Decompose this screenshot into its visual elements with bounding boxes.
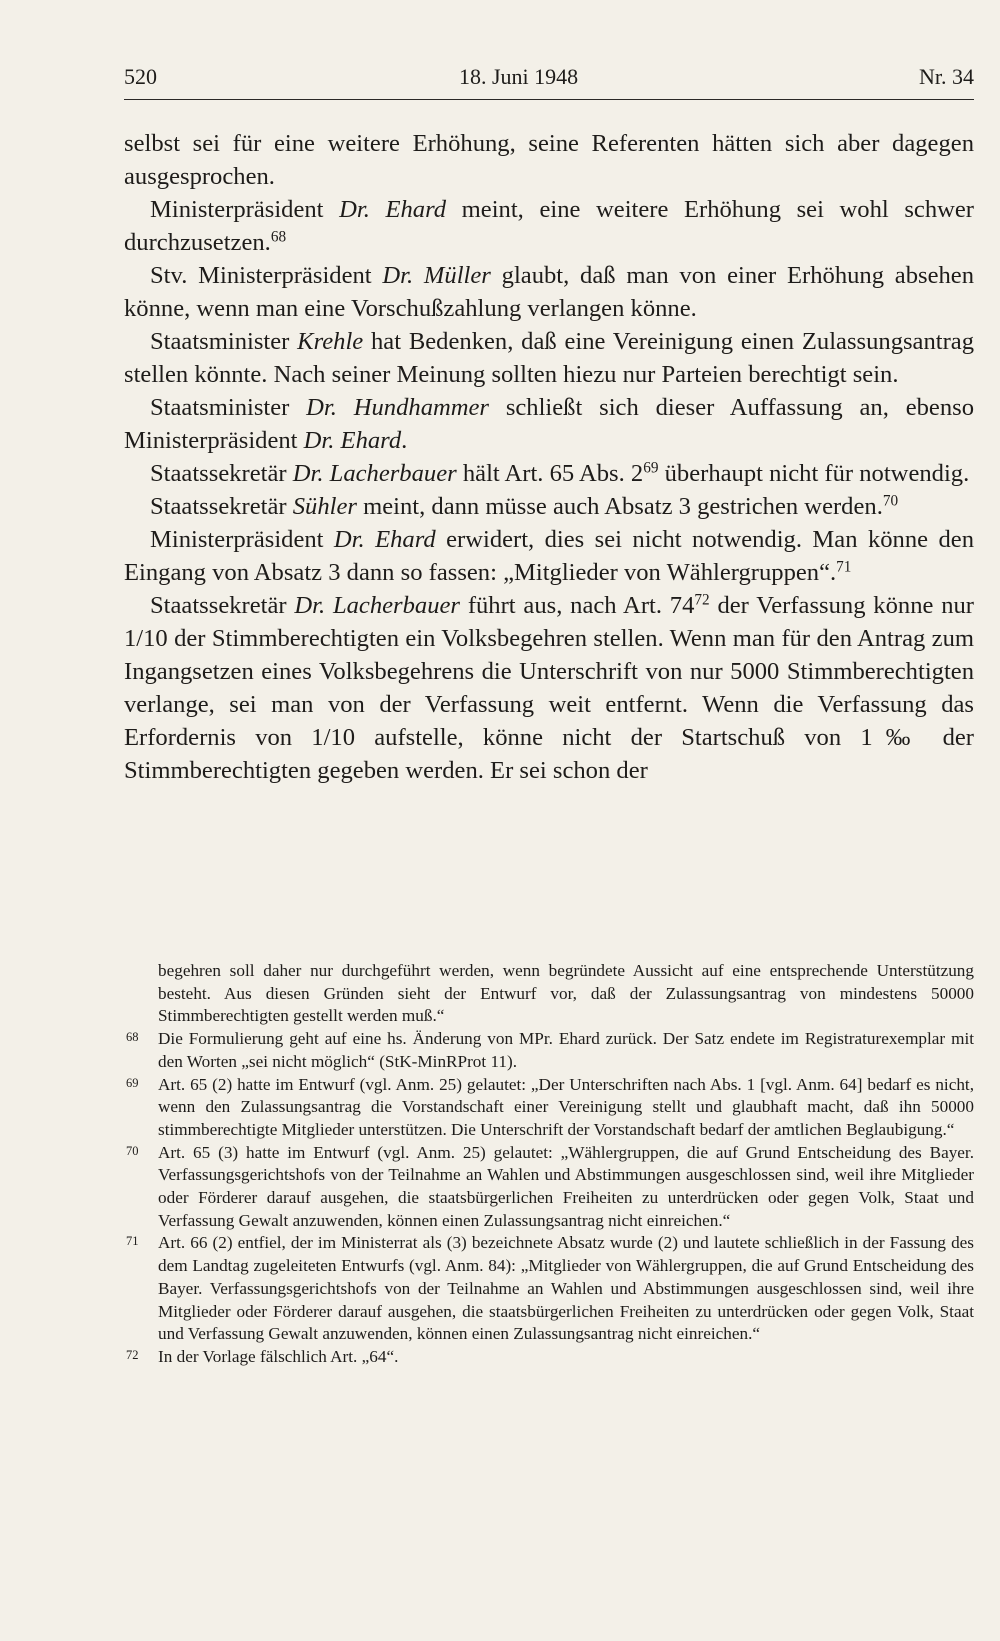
footnote: [124, 1346, 974, 1369]
footnote: [124, 1028, 974, 1073]
paragraph-text: der Verfassung könne nur 1/10 der Stimmberechtigten ein Volksbegehren stellen. Wenn man für den Antrag zum Ingangsetzen eines Volksbegehrens die Unterschrift von nur 5000 Stimmberechtigten verlange, sei man von der Verfassung weit entfernt. Wenn die Verfassung das Erfordernis von 1/10 aufstelle, könne nicht der Startschuß von 1‰ der Stimmberechtigten gegeben werden. Er sei schon der: [124, 592, 974, 784]
speaker-title: Stv. Ministerpräsident: [150, 262, 383, 289]
speaker-title: Staatssekretär: [150, 493, 293, 520]
footnote-ref: 69: [643, 459, 659, 477]
speaker-name: Dr. Ehard: [303, 427, 402, 454]
speaker-name: Dr. Ehard: [333, 526, 436, 553]
footnote-ref: 72: [694, 591, 710, 609]
footnote-ref: 68: [270, 228, 287, 246]
paragraph-text: meint, dann müsse auch Absatz 3 gestrichen werden.: [356, 493, 883, 520]
paragraph-text: erwidert, dies sei nicht notwendig. Man könne den Eingang von Absatz 3 dann so fassen: „Mitglieder von Wählergruppen“.: [124, 526, 974, 586]
paragraph: [124, 589, 974, 787]
footnote-marker: 72: [126, 1347, 139, 1362]
footnote-text: Art. 65 (3) hatte im Entwurf (vgl. Anm. 25) gelautet: „Wählergruppen, die auf Grund Entscheidung des Bayer. Verfassungsgerichtshofs von der Teilnahme an Wahlen und Abstimmungen ausgeschlossen sind, weil ihre Mitglieder oder Förderer darauf ausgehen, die staatsbürgerlichen Freiheiten zu unterdrücken oder gegen Volk, Staat und Verfassung Gewalt anzuwenden, können einen Zulassungsantrag nicht einreichen.“: [158, 1142, 974, 1230]
paragraph-text: glaubt, daß man von einer Erhöhung absehen könne, wenn man eine Vorschußzahlung verlangen könne.: [124, 262, 974, 322]
paragraph-text: hält Art. 65 Abs. 2: [456, 460, 644, 487]
footnote-text: Art. 65 (2) hatte im Entwurf (vgl. Anm. 25) gelautet: „Der Unterschriften nach Abs. 1 [vgl. Anm. 64] bedarf es nicht, wenn den Zulassungsantrag die Vorstandschaft einer Vereinigung stellt und glaubhaft macht, daß ihn 50000 stimmberechtigte Mitglieder unterstützen. Die Unterschrift der Vorstandschaft bedarf der amtlichen Beglaubigung.“: [158, 1074, 974, 1139]
footnote-marker: 68: [126, 1030, 139, 1045]
page-number: 520: [124, 64, 157, 89]
paragraph-text: hat Bedenken, daß eine Vereinigung einen Zulassungsantrag stellen könnte. Nach seiner Meinung sollten hiezu nur Parteien berechtigt sein.: [124, 328, 975, 388]
paragraph: [124, 391, 974, 457]
speaker-name: Dr. Ehard: [339, 196, 447, 223]
footnote-text: In der Vorlage fälschlich Art. „64“.: [158, 1346, 399, 1366]
paragraph: [124, 490, 974, 523]
header-rule: [124, 99, 974, 100]
main-text: [124, 127, 974, 787]
speaker-name: Dr. Lacherbauer: [294, 592, 461, 619]
footnote: [124, 1232, 974, 1346]
footnote-text: Art. 66 (2) entfiel, der im Ministerrat als (3) bezeichnete Absatz wurde (2) und lautete schließlich in der Fassung des dem Landtag zugeleiteten Entwurfs (vgl. Anm. 84): „Mitglieder von Wählergruppen, die auf Grund Entscheidung des Bayer. Verfassungsgerichtshofs von der Teilnahme an Wahlen und Abstimmungen ausgeschlossen sind, weil ihre Mitglieder oder Förderer darauf ausgehen, die staatsbürgerlichen Freiheiten zu unterdrücken oder gegen Volk, Staat und Verfassung Gewalt anzuwenden, können einen Zulassungsantrag nicht einreichen.“: [158, 1233, 974, 1344]
footnote-ref: 70: [882, 492, 899, 510]
footnote-text: Die Formulierung geht auf eine hs. Änderung von MPr. Ehard zurück. Der Satz endete im Registraturexemplar mit den Worten „sei nicht möglich“ (StK-MinRProt 11).: [158, 1029, 974, 1071]
speaker-title: Staatssekretär: [150, 460, 293, 487]
header-date: 18. Juni 1948: [459, 64, 579, 89]
running-header: [124, 64, 974, 94]
paragraph: [124, 457, 974, 490]
footnote-marker: 71: [126, 1234, 139, 1249]
paragraph: [124, 259, 974, 325]
footnote-marker: 70: [126, 1143, 139, 1158]
speaker-title: Staatsminister: [150, 328, 298, 355]
speaker-title: Ministerpräsident: [150, 526, 334, 553]
speaker-name: Dr. Lacherbauer: [292, 460, 457, 487]
footnote: [124, 1142, 974, 1233]
paragraph: [124, 193, 974, 259]
paragraph-text: .: [401, 427, 408, 454]
speaker-name: Dr. Müller: [382, 262, 491, 289]
paragraph-text: führt aus, nach Art. 74: [460, 592, 695, 619]
paragraph-text: schließt sich dieser Auffassung an, ebenso Ministerpräsident: [124, 394, 974, 454]
footnote: [124, 1074, 974, 1142]
paragraph-text: meint, eine weitere Erhöhung sei wohl schwer durchzusetzen.: [124, 196, 974, 256]
speaker-title: Ministerpräsident: [150, 196, 340, 223]
paragraph: [124, 325, 974, 391]
footnote-continuation: begehren soll daher nur durchgeführt werden, wenn begründete Aussicht auf eine entsprechende Unterstützung besteht. Aus diesen Gründen sieht der Entwurf vor, daß der Zulassungsantrag von mindestens 50000 Stimmberechtigten gestellt werden muß.“: [158, 961, 974, 1026]
speaker-name: Krehle: [297, 328, 364, 355]
footnotes: [124, 960, 974, 1369]
paragraph-text: selbst sei für eine weitere Erhöhung, seine Referenten hätten sich aber dagegen ausgesprochen.: [124, 130, 974, 190]
speaker-title: Staatsminister: [150, 394, 307, 421]
paragraph: [124, 523, 974, 589]
footnote-marker: 69: [126, 1075, 139, 1090]
paragraph-text: überhaupt nicht für notwendig.: [658, 460, 970, 487]
speaker-name: Dr. Hundhammer: [306, 394, 489, 421]
footnote-ref: 71: [836, 558, 852, 576]
speaker-title: Staatssekretär: [150, 592, 295, 619]
paragraph: [124, 127, 974, 193]
issue-number: Nr. 34: [919, 64, 974, 89]
speaker-name: Sühler: [292, 493, 357, 520]
